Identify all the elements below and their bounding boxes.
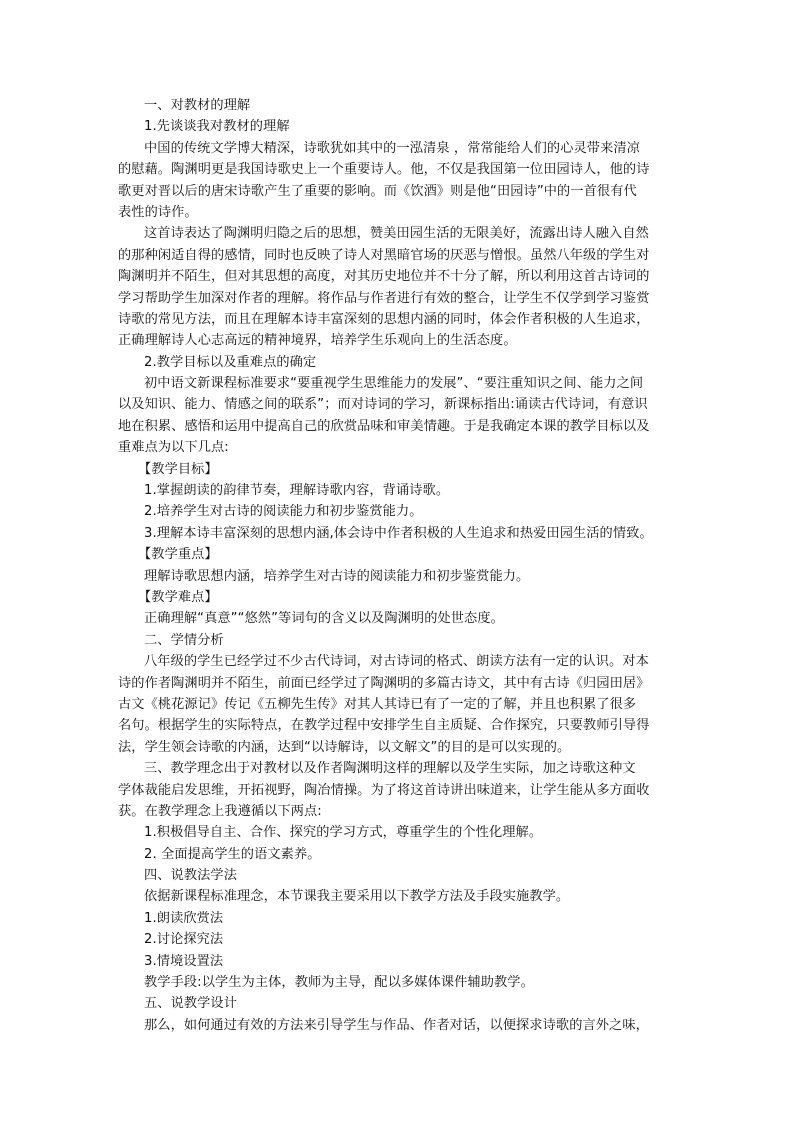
text-line: 正确理解“真意”“悠然”等词句的含义以及陶渊明的处世态度。 xyxy=(144,611,504,627)
text-line: 的慰藉。陶渊明更是我国诗歌史上一个重要诗人。他，不仅是我国第一位田园诗人，他的诗 xyxy=(118,162,650,178)
text-line: 四、说教法学法 xyxy=(144,868,238,884)
text-line: 【教学重点】 xyxy=(138,547,218,563)
text-line: 1.积极倡导自主、合作、探究的学习方式，尊重学生的个性化理解。 xyxy=(144,825,543,841)
text-line: 3.情境设置法 xyxy=(144,953,224,969)
document-body xyxy=(118,95,683,1036)
text-line: 那么，如何通过有效的方法来引导学生与作品、作者对话，以便探求诗歌的言外之味， xyxy=(144,1017,649,1033)
text-line: 三、教学理念出于对教材以及作者陶渊明这样的理解以及学生实际，加之诗歌这种文 xyxy=(144,761,636,777)
text-line: 2. 全面提高学生的语文素养。 xyxy=(144,846,321,862)
text-line: 表性的诗作。 xyxy=(118,204,198,220)
text-line: 教学手段:以学生为主体，教师为主导，配以多媒体课件辅助教学。 xyxy=(144,975,534,991)
text-line: 古文《桃花源记》传记《五柳先生传》对其人其诗已有了一定的了解，并且也积累了很多 xyxy=(118,696,637,712)
text-line: 2.教学目标以及重难点的确定 xyxy=(144,354,317,370)
text-line: 获。在教学理念上我遵循以下两点: xyxy=(118,803,322,819)
text-line: 1.掌握朗读的韵律节奏，理解诗歌内容，背诵诗歌。 xyxy=(144,483,450,499)
text-line: 学习帮助学生加深对作者的理解。将作品与作者进行有效的整合，让学生不仅学到学习鉴赏 xyxy=(118,290,650,306)
text-line: 【教学目标】 xyxy=(138,461,218,477)
text-line: 诗的作者陶渊明并不陌生，前面已经学过了陶渊明的多篇古诗文，其中有古诗《归园田居》 xyxy=(118,675,650,691)
text-line: 地在积累、感悟和运用中提高自己的欣赏品味和审美情趣。于是我确定本课的教学目标以及 xyxy=(118,418,650,434)
text-line: 这首诗表达了陶渊明归隐之后的思想，赞美田园生活的无限美好，流露出诗人融入自然 xyxy=(144,226,649,242)
text-line: 法，学生领会诗歌的内涵，达到“以诗解诗，以文解文”的目的是可以实现的。 xyxy=(118,739,571,755)
text-line: 2.讨论探究法 xyxy=(144,932,224,948)
text-line: 【教学难点】 xyxy=(138,589,218,605)
text-line: 以及知识、能力、情感之间的联系”；而对诗词的学习，新课标指出:诵读古代诗词，有意识 xyxy=(118,397,648,413)
text-line: 初中语文新课程标准要求“要重视学生思维能力的发展”、“要注重知识之间、能力之间 xyxy=(144,376,644,392)
text-line: 学体裁能启发思维，开拓视野，陶冶情操。为了将这首诗讲出味道来，让学生能从多方面收 xyxy=(118,782,650,798)
text-line: 1.朗读欣赏法 xyxy=(144,910,224,926)
text-line: 歌更对晋以后的唐宋诗歌产生了重要的影响。而《饮酒》则是他“田园诗”中的一首很有代 xyxy=(118,183,637,199)
text-line: 中国的传统文学博大精深，诗歌犹如其中的一泓清泉 ，常常能给人们的心灵带来清凉 xyxy=(144,140,640,156)
text-line: 重难点为以下几点: xyxy=(118,440,229,456)
text-line: 五、说教学设计 xyxy=(144,996,238,1012)
text-line: 八年级的学生已经学过不少古代诗词，对古诗词的格式、朗读方法有一定的认识。对本 xyxy=(144,654,649,670)
text-line: 2.培养学生对古诗的阅读能力和初步鉴赏能力。 xyxy=(144,504,423,520)
text-line: 理解诗歌思想内涵，培养学生对古诗的阅读能力和初步鉴赏能力。 xyxy=(144,568,530,584)
text-line: 正确理解诗人心志高远的精神境界，培养学生乐观向上的生活态度。 xyxy=(118,333,517,349)
text-line: 1.先谈谈我对教材的理解 xyxy=(144,119,290,135)
text-line: 3.理解本诗丰富深刻的思想内涵,体会诗中作者积极的人生追求和热爱田园生活的情致。 xyxy=(144,525,653,541)
text-line: 一、对教材的理解 xyxy=(144,98,251,113)
text-line: 诗歌的常见方法，而且在理解本诗丰富深刻的思想内涵的同时，体会作者积极的人生追求， xyxy=(118,311,650,327)
text-line: 名句。根据学生的实际特点，在教学过程中安排学生自主质疑、合作探究，只要教师引导得 xyxy=(118,718,650,734)
text-line: 二、学情分析 xyxy=(144,632,224,648)
text-line: 陶渊明并不陌生，但对其思想的高度，对其历史地位并不十分了解，所以利用这首古诗词的 xyxy=(118,269,650,285)
text-line: 的那种闲适自得的感情，同时也反映了诗人对黑暗官场的厌恶与憎恨。虽然八年级的学生对 xyxy=(118,247,650,263)
text-line: 依据新课程标准理念，本节课我主要采用以下教学方法及手段实施教学。 xyxy=(144,889,570,905)
